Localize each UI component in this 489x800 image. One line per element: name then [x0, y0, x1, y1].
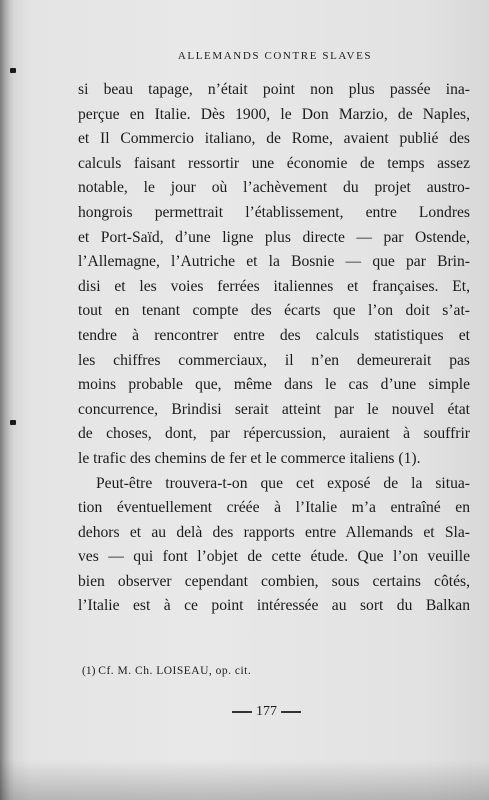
text-line: de choses, dont, par répercussion, auraient à souffrir	[78, 425, 470, 443]
text-line: moins probable que, même dans le cas d’une simple	[78, 376, 470, 394]
text-line: disi et les voies ferrées italiennes et françaises. Et,	[78, 277, 470, 295]
page-gutter-shadow	[0, 0, 14, 800]
text-line: bien observer cependant combien, sous certains côtés,	[78, 572, 470, 590]
text-line: Peut-être trouvera-t-on que cet exposé de la situa-	[96, 474, 470, 492]
text-line: calculs faisant ressortir une économie de temps assez	[78, 154, 470, 172]
text-line: notable, le jour où l’achèvement du projet austro-	[78, 179, 470, 197]
text-line: ves — qui font l’objet de cette étude. Que l’on veuille	[78, 548, 470, 566]
text-line: tion éventuellement créée à l’Italie m’a entraîné en	[78, 499, 470, 517]
text-line: et Il Commercio italiano, de Rome, avaient publié des	[78, 130, 470, 148]
page-number-value: 177	[256, 704, 277, 719]
running-head: ALLEMANDS CONTRE SLAVES	[177, 50, 373, 62]
text-line: concurrence, Brindisi serait atteint par le nouvel état	[78, 400, 470, 418]
footnote	[82, 665, 251, 677]
text-line: tout en tenant compte des écarts que l’on doit s’at-	[78, 302, 470, 320]
text-line: tendre à rencontrer entre des calculs statistiques et	[78, 326, 470, 344]
text-line: hongrois permettrait l’établissement, entre Londres	[78, 203, 470, 221]
page-bottom-shadow	[0, 760, 489, 800]
text-line: et Port-Saïd, d’une ligne plus directe — par Ostende,	[78, 228, 470, 246]
folio-dash-left	[232, 711, 252, 713]
body-text	[78, 78, 470, 619]
folio-dash-right	[281, 711, 301, 713]
binding-mark	[10, 420, 16, 425]
footnote-text: Cf. M. Ch. LOISEAU, op. cit.	[98, 665, 252, 677]
text-line: si beau tapage, n’était point non plus passée ina-	[78, 81, 470, 98]
text-line: le trafic des chemins de fer et le commerce italiens (1).	[78, 449, 421, 467]
text-line: perçue en Italie. Dès 1900, le Don Marzio, de Naples,	[78, 105, 470, 123]
text-line: dehors et au delà des rapports entre Allemands et Sla-	[78, 523, 470, 541]
footnote-marker: (1)	[82, 665, 96, 677]
text-line: l’Italie est à ce point intéressée au sort du Balkan	[78, 597, 470, 615]
text-line: l’Allemagne, l’Autriche et la Bosnie — que par Brin-	[78, 253, 470, 271]
page-number	[228, 704, 305, 720]
text-line: les chiffres commerciaux, il n’en demeurerait pas	[78, 351, 470, 369]
binding-mark	[10, 68, 16, 73]
